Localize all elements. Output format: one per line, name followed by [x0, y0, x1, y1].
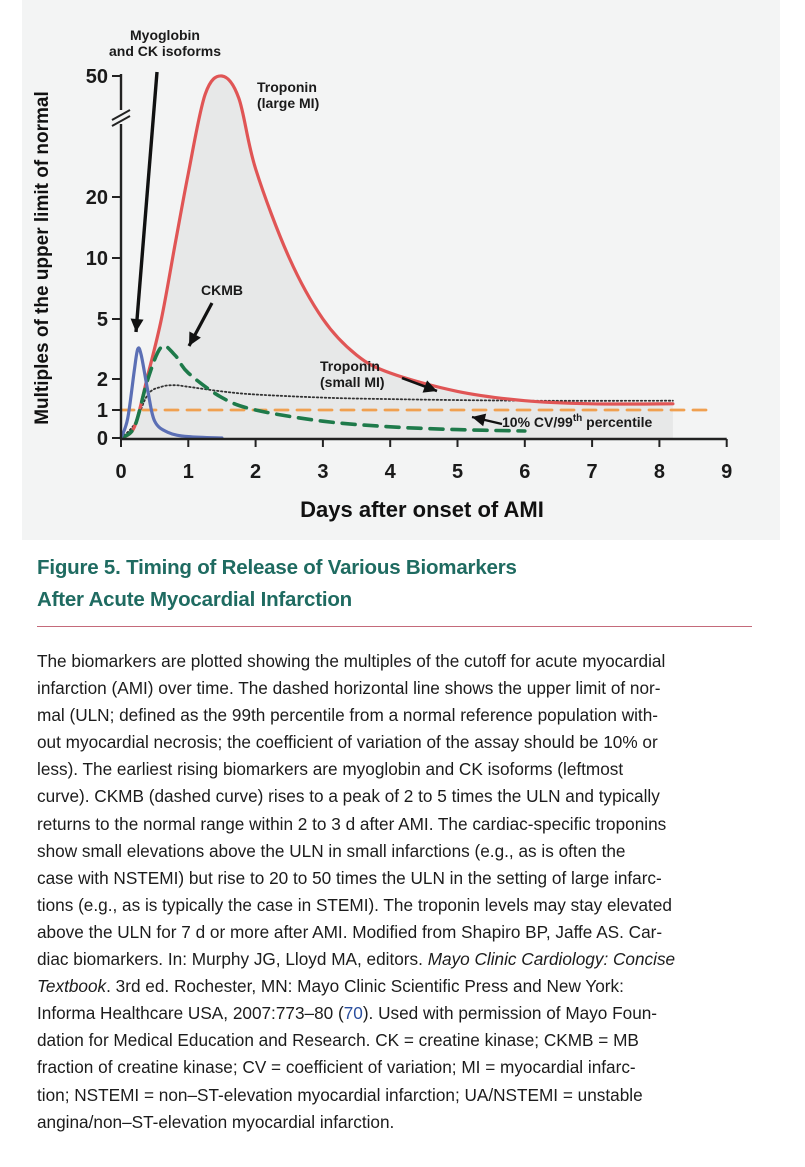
- annotation-troponin-large: Troponin: [257, 79, 317, 95]
- caption-text: . 3rd ed. Rochester, MN: Mayo Clinic Scientific Press and New York:: [106, 976, 624, 997]
- x-tick-label: 7: [586, 461, 598, 483]
- caption-line: returns to the normal range within 2 to 3 d after AMI. The cardiac-specific troponins: [37, 813, 667, 834]
- annotation-ckmb: CKMB: [201, 282, 243, 298]
- x-tick-label: 5: [451, 461, 464, 483]
- caption-line: [37, 946, 757, 973]
- caption-line: curve). CKMB (dashed curve) rises to a peak of 2 to 5 times the ULN and typically: [37, 786, 660, 807]
- y-tick-label: 5: [96, 309, 108, 331]
- x-tick-label: 8: [653, 461, 665, 483]
- figure: [0, 0, 805, 540]
- y-tick-label: 0: [96, 428, 108, 450]
- caption-line: infarction (AMI) over time. The dashed horizontal line shows the upper limit of nor-: [37, 678, 661, 699]
- caption-line: mal (ULN; defined as the 99th percentile from a normal reference population with-: [37, 705, 658, 726]
- y-axis-title: Multiples of the upper limit of normal: [32, 91, 53, 425]
- caption-line: less). The earliest rising biomarkers are myoglobin and CK isoforms (leftmost: [37, 759, 624, 780]
- annotation-large-mi: (large MI): [257, 95, 320, 111]
- figure-caption-title: [37, 552, 757, 616]
- reference-link-70[interactable]: 70: [343, 1003, 363, 1024]
- caption-title-line-2: After Acute Myocardial Infarction: [37, 588, 353, 611]
- caption-line: case with NSTEMI) but rise to 20 to 50 times the ULN in the setting of large infarc-: [37, 867, 662, 888]
- chart-background: [22, 0, 780, 540]
- caption-line: tion; NSTEMI = non–ST-elevation myocardial infarction; UA/NSTEMI = unstable: [37, 1084, 643, 1105]
- caption-line: tions (e.g., as is typically the case in STEMI). The troponin levels may stay elevated: [37, 894, 672, 915]
- annotation-troponin-small: Troponin: [320, 358, 380, 374]
- caption-text: ). Used with permission of Mayo Foun-: [362, 1003, 658, 1024]
- biomarker-chart: [0, 0, 805, 540]
- y-tick-label: 10: [85, 248, 108, 270]
- caption-text: Informa Healthcare USA, 2007:773–80 (: [37, 1003, 344, 1024]
- annotation-ck-isoforms: and CK isoforms: [108, 43, 222, 59]
- caption-line: [37, 973, 757, 1000]
- caption-line: above the ULN for 7 d or more after AMI. Modified from Shapiro BP, Jaffe AS. Car-: [37, 921, 663, 942]
- x-axis-title: Days after onset of AMI: [300, 497, 544, 522]
- annotation-small-mi: (small MI): [320, 374, 385, 390]
- x-tick-label: 2: [250, 461, 262, 483]
- x-tick-label: 3: [317, 461, 329, 483]
- y-tick-label: 2: [96, 369, 108, 391]
- caption-line: show small elevations above the ULN in small infarctions (e.g., as is often the: [37, 840, 626, 861]
- caption-text: diac biomarkers. In: Murphy JG, Lloyd MA, editors.: [37, 949, 423, 970]
- caption-line: The biomarkers are plotted showing the multiples of the cutoff for acute myocardial: [37, 651, 666, 671]
- x-tick-label: 0: [115, 461, 127, 483]
- caption-line: [37, 1000, 757, 1027]
- caption-divider: [37, 626, 752, 627]
- caption-line: dation for Medical Education and Research. CK = creatine kinase; CKMB = MB: [37, 1030, 639, 1051]
- y-tick-label: 50: [85, 66, 108, 88]
- x-tick-label: 9: [721, 461, 733, 483]
- caption-book-title-cont: Textbook: [37, 976, 107, 997]
- x-tick-label: 1: [182, 461, 194, 483]
- caption-line: out myocardial necrosis; the coefficient of variation of the assay should be 10% or: [37, 732, 658, 753]
- x-tick-label: 4: [384, 461, 396, 483]
- annotation-myoglobin: Myoglobin: [130, 27, 200, 43]
- caption-line: fraction of creatine kinase; CV = coefficient of variation; MI = myocardial infarc-: [37, 1057, 636, 1078]
- y-tick-label: 1: [96, 400, 108, 422]
- caption-title-line-1: Figure 5. Timing of Release of Various Biomarkers: [37, 556, 517, 579]
- figure-caption-body: [37, 648, 757, 1136]
- caption-line: angina/non–ST-elevation myocardial infarction.: [37, 1111, 395, 1132]
- y-tick-label: 20: [85, 187, 108, 209]
- annotation-percentile: 10% CV/99th percentile: [502, 413, 653, 430]
- caption-book-title: Mayo Clinic Cardiology: Concise: [427, 949, 676, 970]
- x-tick-label: 6: [519, 461, 531, 483]
